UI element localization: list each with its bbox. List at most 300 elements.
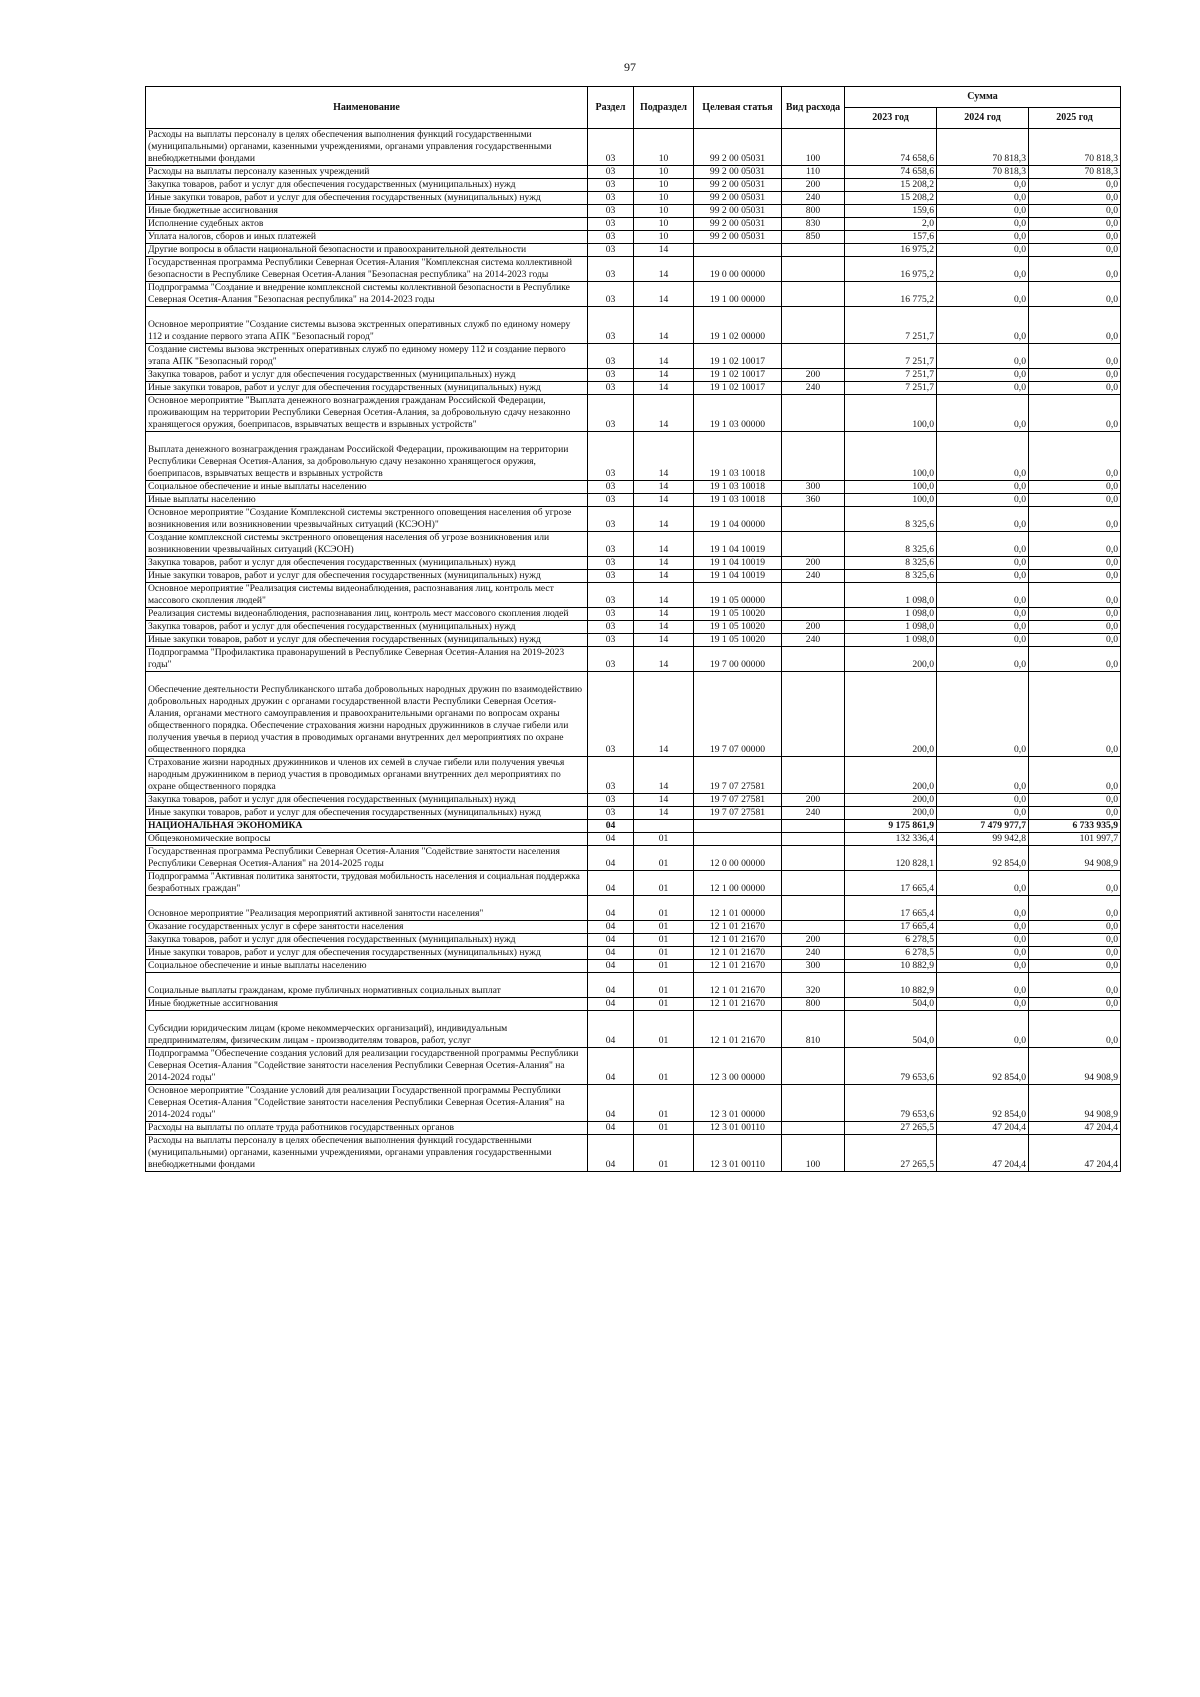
row-target-code: 19 1 03 10018	[694, 494, 782, 507]
row-name: Иные закупки товаров, работ и услуг для обеспечения государственных (муниципальных) нужд	[146, 634, 588, 647]
row-section: 03	[588, 794, 634, 807]
row-expense-kind: 800	[782, 205, 845, 218]
row-sum-2025: 0,0	[1029, 532, 1121, 557]
row-sum-2023: 27 265,5	[845, 1135, 937, 1172]
table-row	[146, 244, 1121, 257]
row-sum-2025: 0,0	[1029, 282, 1121, 307]
row-sum-2024: 0,0	[937, 432, 1029, 481]
row-subsection: 01	[634, 998, 694, 1011]
row-sum-2024: 0,0	[937, 647, 1029, 672]
row-name: НАЦИОНАЛЬНАЯ ЭКОНОМИКА	[146, 820, 588, 833]
row-target-code: 12 3 01 00110	[694, 1122, 782, 1135]
row-expense-kind: 830	[782, 218, 845, 231]
row-expense-kind	[782, 282, 845, 307]
row-target-code: 99 2 00 05031	[694, 218, 782, 231]
row-sum-2025: 0,0	[1029, 192, 1121, 205]
row-sum-2023: 159,6	[845, 205, 937, 218]
row-section: 03	[588, 192, 634, 205]
table-row	[146, 871, 1121, 896]
row-subsection: 14	[634, 583, 694, 608]
row-sum-2025: 0,0	[1029, 205, 1121, 218]
table-row	[146, 395, 1121, 432]
row-sum-2023: 8 325,6	[845, 507, 937, 532]
table-row	[146, 231, 1121, 244]
row-subsection: 14	[634, 369, 694, 382]
row-target-code: 12 1 01 21670	[694, 973, 782, 998]
row-name: Основное мероприятие "Выплата денежного вознаграждения гражданам Российской Федерации, проживающим на территории Республики Северная Осетия-Алания, за добровольную сдачу незаконно хранящегося оружия, боеприпасов, взрывчатых веществ и взрывных устройств"	[146, 395, 588, 432]
table-row	[146, 192, 1121, 205]
row-expense-kind	[782, 896, 845, 921]
row-name: Другие вопросы в области национальной безопасности и правоохранительной деятельности	[146, 244, 588, 257]
row-target-code: 12 1 01 00000	[694, 896, 782, 921]
row-expense-kind: 200	[782, 557, 845, 570]
row-sum-2025: 0,0	[1029, 960, 1121, 973]
row-name: Иные закупки товаров, работ и услуг для обеспечения государственных (муниципальных) нужд	[146, 192, 588, 205]
row-target-code: 12 3 01 00110	[694, 1135, 782, 1172]
row-name: Подпрограмма "Обеспечение создания условий для реализации государственной программы Республики Северная Осетия-Алания "Содействие занятости населения Республики Северная Осетия-Алания" на 2014-2024 годы"	[146, 1048, 588, 1085]
row-name: Расходы на выплаты по оплате труда работников государственных органов	[146, 1122, 588, 1135]
row-sum-2023: 79 653,6	[845, 1085, 937, 1122]
row-sum-2024: 70 818,3	[937, 129, 1029, 166]
table-row	[146, 557, 1121, 570]
table-row	[146, 129, 1121, 166]
row-name: Социальное обеспечение и иные выплаты населению	[146, 481, 588, 494]
row-name: Обеспечение деятельности Республиканского штаба добровольных народных дружин по взаимодействию добровольных народных дружин с органами государственной власти Республики Северная Осетия-Алания, органами местного самоуправления и правоохранительными органами по вопросам охраны общественного порядка. Обеспечение страхования жизни народных дружинников в случае гибели или получения увечья в период участия в проводимых органами внутренних дел мероприятиях по охране общественного порядка	[146, 672, 588, 757]
row-sum-2025: 0,0	[1029, 432, 1121, 481]
row-target-code: 19 7 07 00000	[694, 672, 782, 757]
row-sum-2023: 157,6	[845, 231, 937, 244]
row-sum-2025: 0,0	[1029, 757, 1121, 794]
row-sum-2025: 70 818,3	[1029, 129, 1121, 166]
row-sum-2024: 0,0	[937, 395, 1029, 432]
table-row	[146, 282, 1121, 307]
row-name: Подпрограмма "Профилактика правонарушений в Республике Северная Осетия-Алания на 2019-2023 годы"	[146, 647, 588, 672]
row-sum-2023: 8 325,6	[845, 532, 937, 557]
table-row	[146, 672, 1121, 757]
row-subsection: 14	[634, 507, 694, 532]
row-expense-kind: 200	[782, 179, 845, 192]
table-row	[146, 307, 1121, 344]
row-subsection: 14	[634, 432, 694, 481]
row-expense-kind: 100	[782, 1135, 845, 1172]
row-sum-2023: 7 251,7	[845, 369, 937, 382]
budget-table	[145, 86, 1121, 1172]
row-expense-kind	[782, 1085, 845, 1122]
row-sum-2025: 47 204,4	[1029, 1135, 1121, 1172]
row-sum-2024: 0,0	[937, 205, 1029, 218]
row-section: 04	[588, 833, 634, 846]
row-target-code	[694, 833, 782, 846]
row-sum-2024: 92 854,0	[937, 846, 1029, 871]
row-sum-2025: 0,0	[1029, 896, 1121, 921]
row-name: Основное мероприятие "Создание условий для реализации Государственной программы Республики Северная Осетия-Алания "Содействие занятости населения Республики Северная Осетия-Алания" на 2014-2024 годы"	[146, 1085, 588, 1122]
row-sum-2025: 0,0	[1029, 257, 1121, 282]
row-sum-2023: 6 278,5	[845, 947, 937, 960]
row-target-code: 19 0 00 00000	[694, 257, 782, 282]
row-subsection	[634, 820, 694, 833]
row-sum-2025: 0,0	[1029, 608, 1121, 621]
row-name: Создание комплексной системы экстренного оповещения населения об угрозе возникновения или возникновении чрезвычайных ситуаций (КСЭОН)	[146, 532, 588, 557]
row-sum-2023: 504,0	[845, 1011, 937, 1048]
row-target-code: 19 1 04 10019	[694, 557, 782, 570]
row-sum-2025: 0,0	[1029, 570, 1121, 583]
row-section: 03	[588, 757, 634, 794]
row-sum-2023: 17 665,4	[845, 921, 937, 934]
row-subsection: 10	[634, 218, 694, 231]
row-sum-2024: 0,0	[937, 218, 1029, 231]
row-sum-2025: 0,0	[1029, 583, 1121, 608]
row-sum-2025: 94 908,9	[1029, 846, 1121, 871]
row-sum-2025: 0,0	[1029, 807, 1121, 820]
row-subsection: 14	[634, 570, 694, 583]
row-target-code: 19 1 03 10018	[694, 432, 782, 481]
header-2025: 2025 год	[1029, 108, 1121, 129]
table-row	[146, 973, 1121, 998]
row-expense-kind	[782, 344, 845, 369]
row-section: 03	[588, 257, 634, 282]
row-subsection: 01	[634, 1011, 694, 1048]
row-section: 03	[588, 166, 634, 179]
row-sum-2025: 0,0	[1029, 672, 1121, 757]
row-sum-2024: 0,0	[937, 608, 1029, 621]
row-target-code: 19 1 00 00000	[694, 282, 782, 307]
row-sum-2023: 7 251,7	[845, 382, 937, 395]
row-sum-2023: 100,0	[845, 432, 937, 481]
row-subsection: 14	[634, 634, 694, 647]
row-sum-2023: 15 208,2	[845, 192, 937, 205]
row-sum-2023: 7 251,7	[845, 344, 937, 369]
header-section: Раздел	[588, 87, 634, 129]
row-target-code: 12 1 01 21670	[694, 1011, 782, 1048]
row-sum-2024: 0,0	[937, 960, 1029, 973]
row-expense-kind: 240	[782, 807, 845, 820]
row-sum-2023: 15 208,2	[845, 179, 937, 192]
row-name: Подпрограмма "Активная политика занятости, трудовая мобильность населения и социальная поддержка безработных граждан"	[146, 871, 588, 896]
row-sum-2025: 0,0	[1029, 395, 1121, 432]
row-subsection: 14	[634, 395, 694, 432]
row-expense-kind: 850	[782, 231, 845, 244]
table-row	[146, 998, 1121, 1011]
row-sum-2024: 92 854,0	[937, 1085, 1029, 1122]
row-expense-kind	[782, 583, 845, 608]
row-subsection: 01	[634, 833, 694, 846]
row-section: 03	[588, 282, 634, 307]
row-subsection: 10	[634, 231, 694, 244]
row-target-code: 12 1 01 21670	[694, 998, 782, 1011]
row-expense-kind	[782, 921, 845, 934]
row-subsection: 01	[634, 846, 694, 871]
row-section: 03	[588, 807, 634, 820]
row-expense-kind: 360	[782, 494, 845, 507]
row-sum-2023: 17 665,4	[845, 871, 937, 896]
row-expense-kind	[782, 672, 845, 757]
row-expense-kind	[782, 507, 845, 532]
row-target-code: 19 7 07 27581	[694, 794, 782, 807]
row-target-code: 19 7 07 27581	[694, 807, 782, 820]
row-name: Закупка товаров, работ и услуг для обеспечения государственных (муниципальных) нужд	[146, 557, 588, 570]
header-target: Целевая статья	[694, 87, 782, 129]
row-expense-kind: 240	[782, 947, 845, 960]
row-section: 03	[588, 583, 634, 608]
row-sum-2023: 10 882,9	[845, 973, 937, 998]
row-sum-2024: 70 818,3	[937, 166, 1029, 179]
table-row	[146, 481, 1121, 494]
row-sum-2024: 0,0	[937, 481, 1029, 494]
row-expense-kind: 200	[782, 794, 845, 807]
row-sum-2025: 0,0	[1029, 369, 1121, 382]
row-sum-2025: 0,0	[1029, 218, 1121, 231]
row-sum-2025: 0,0	[1029, 934, 1121, 947]
table-row	[146, 833, 1121, 846]
row-sum-2023: 6 278,5	[845, 934, 937, 947]
row-section: 03	[588, 307, 634, 344]
table-row	[146, 934, 1121, 947]
row-section: 03	[588, 231, 634, 244]
row-sum-2024: 0,0	[937, 179, 1029, 192]
row-section: 04	[588, 1048, 634, 1085]
row-target-code: 12 1 00 00000	[694, 871, 782, 896]
row-sum-2024: 0,0	[937, 921, 1029, 934]
row-name: Социальные выплаты гражданам, кроме публичных нормативных социальных выплат	[146, 973, 588, 998]
row-section: 03	[588, 507, 634, 532]
table-row	[146, 179, 1121, 192]
row-subsection: 01	[634, 1085, 694, 1122]
row-subsection: 14	[634, 757, 694, 794]
row-sum-2024: 0,0	[937, 557, 1029, 570]
row-section: 03	[588, 395, 634, 432]
row-subsection: 14	[634, 257, 694, 282]
row-name: Иные закупки товаров, работ и услуг для обеспечения государственных (муниципальных) нужд	[146, 570, 588, 583]
table-row	[146, 846, 1121, 871]
row-sum-2023: 10 882,9	[845, 960, 937, 973]
row-section: 04	[588, 934, 634, 947]
row-sum-2025: 0,0	[1029, 794, 1121, 807]
table-row	[146, 634, 1121, 647]
row-target-code: 12 1 01 21670	[694, 947, 782, 960]
row-sum-2023: 100,0	[845, 481, 937, 494]
row-target-code: 12 1 01 21670	[694, 960, 782, 973]
row-section: 03	[588, 647, 634, 672]
row-expense-kind	[782, 647, 845, 672]
row-sum-2024: 0,0	[937, 672, 1029, 757]
table-row	[146, 166, 1121, 179]
row-sum-2024: 0,0	[937, 282, 1029, 307]
table-row	[146, 382, 1121, 395]
row-subsection: 14	[634, 807, 694, 820]
row-name: Иные закупки товаров, работ и услуг для обеспечения государственных (муниципальных) нужд	[146, 947, 588, 960]
row-sum-2025: 0,0	[1029, 921, 1121, 934]
row-sum-2024: 0,0	[937, 583, 1029, 608]
row-expense-kind	[782, 871, 845, 896]
row-expense-kind	[782, 757, 845, 794]
row-sum-2023: 504,0	[845, 998, 937, 1011]
table-row	[146, 1085, 1121, 1122]
row-name: Закупка товаров, работ и услуг для обеспечения государственных (муниципальных) нужд	[146, 794, 588, 807]
row-sum-2023: 1 098,0	[845, 608, 937, 621]
row-target-code: 19 1 02 10017	[694, 382, 782, 395]
row-expense-kind: 300	[782, 481, 845, 494]
row-section: 04	[588, 1011, 634, 1048]
row-target-code: 19 1 05 10020	[694, 608, 782, 621]
row-section: 03	[588, 481, 634, 494]
row-expense-kind: 300	[782, 960, 845, 973]
row-section: 04	[588, 1122, 634, 1135]
row-sum-2023: 200,0	[845, 647, 937, 672]
row-sum-2024: 0,0	[937, 382, 1029, 395]
row-name: Социальное обеспечение и иные выплаты населению	[146, 960, 588, 973]
table-row	[146, 257, 1121, 282]
row-target-code: 19 7 00 00000	[694, 647, 782, 672]
row-section: 03	[588, 672, 634, 757]
row-subsection: 14	[634, 557, 694, 570]
row-sum-2023: 2,0	[845, 218, 937, 231]
row-sum-2025: 0,0	[1029, 231, 1121, 244]
row-name: Расходы на выплаты персоналу в целях обеспечения выполнения функций государственными (муниципальными) органами, казенными учреждениями, органами управления государственными внебюджетными фондами	[146, 129, 588, 166]
row-name: Государственная программа Республики Северная Осетия-Алания "Комплексная система коллективной безопасности в Республике Северная Осетия-Алания "Безопасная республика" на 2014-2023 годы	[146, 257, 588, 282]
row-name: Закупка товаров, работ и услуг для обеспечения государственных (муниципальных) нужд	[146, 369, 588, 382]
row-target-code: 99 2 00 05031	[694, 129, 782, 166]
row-sum-2024: 92 854,0	[937, 1048, 1029, 1085]
row-name: Иные выплаты населению	[146, 494, 588, 507]
row-section: 03	[588, 608, 634, 621]
row-target-code: 19 1 04 10019	[694, 570, 782, 583]
row-sum-2025: 0,0	[1029, 179, 1121, 192]
row-section: 04	[588, 820, 634, 833]
row-sum-2025: 0,0	[1029, 344, 1121, 369]
row-section: 04	[588, 1085, 634, 1122]
row-section: 04	[588, 871, 634, 896]
row-sum-2025: 0,0	[1029, 382, 1121, 395]
row-section: 04	[588, 947, 634, 960]
row-sum-2023: 74 658,6	[845, 166, 937, 179]
row-target-code: 12 0 00 00000	[694, 846, 782, 871]
row-sum-2025: 0,0	[1029, 621, 1121, 634]
row-expense-kind	[782, 846, 845, 871]
row-name: Закупка товаров, работ и услуг для обеспечения государственных (муниципальных) нужд	[146, 621, 588, 634]
row-name: Иные бюджетные ассигнования	[146, 205, 588, 218]
row-sum-2025: 0,0	[1029, 244, 1121, 257]
row-sum-2024: 0,0	[937, 192, 1029, 205]
row-section: 04	[588, 896, 634, 921]
row-subsection: 14	[634, 494, 694, 507]
row-section: 03	[588, 244, 634, 257]
row-section: 03	[588, 179, 634, 192]
row-expense-kind: 240	[782, 634, 845, 647]
row-target-code: 12 3 01 00000	[694, 1085, 782, 1122]
row-sum-2024: 0,0	[937, 507, 1029, 532]
row-expense-kind: 240	[782, 570, 845, 583]
row-target-code: 19 1 05 10020	[694, 621, 782, 634]
row-subsection: 01	[634, 1122, 694, 1135]
row-subsection: 10	[634, 129, 694, 166]
row-sum-2024: 0,0	[937, 794, 1029, 807]
row-expense-kind: 200	[782, 369, 845, 382]
row-sum-2025: 0,0	[1029, 998, 1121, 1011]
row-subsection: 01	[634, 921, 694, 934]
row-name: Оказание государственных услуг в сфере занятости населения	[146, 921, 588, 934]
row-subsection: 14	[634, 307, 694, 344]
row-target-code: 99 2 00 05031	[694, 231, 782, 244]
row-subsection: 14	[634, 608, 694, 621]
row-sum-2023: 16 975,2	[845, 257, 937, 282]
row-sum-2024: 7 479 977,7	[937, 820, 1029, 833]
row-sum-2025: 0,0	[1029, 947, 1121, 960]
row-section: 04	[588, 921, 634, 934]
row-sum-2024: 0,0	[937, 807, 1029, 820]
row-sum-2023: 16 775,2	[845, 282, 937, 307]
row-expense-kind	[782, 1048, 845, 1085]
row-section: 03	[588, 432, 634, 481]
row-sum-2024: 0,0	[937, 634, 1029, 647]
row-expense-kind	[782, 395, 845, 432]
row-sum-2023: 132 336,4	[845, 833, 937, 846]
header-sum: Сумма	[845, 87, 1121, 108]
table-row	[146, 369, 1121, 382]
row-sum-2024: 0,0	[937, 973, 1029, 998]
row-sum-2025: 0,0	[1029, 647, 1121, 672]
page-number: 97	[624, 60, 636, 74]
row-subsection: 14	[634, 647, 694, 672]
row-sum-2023: 7 251,7	[845, 307, 937, 344]
row-target-code: 19 1 02 10017	[694, 344, 782, 369]
row-sum-2025: 101 997,7	[1029, 833, 1121, 846]
row-name: Выплата денежного вознаграждения гражданам Российской Федерации, проживающим на территории Республики Северная Осетия-Алания, за добровольную сдачу незаконно хранящегося оружия, боеприпасов, взрывчатых веществ и взрывных устройств	[146, 432, 588, 481]
row-subsection: 14	[634, 532, 694, 557]
header-2024: 2024 год	[937, 108, 1029, 129]
table-row	[146, 757, 1121, 794]
row-subsection: 14	[634, 481, 694, 494]
row-sum-2024: 0,0	[937, 494, 1029, 507]
table-row	[146, 1122, 1121, 1135]
table-row	[146, 583, 1121, 608]
row-subsection: 14	[634, 244, 694, 257]
row-section: 03	[588, 382, 634, 395]
row-sum-2025: 0,0	[1029, 871, 1121, 896]
row-subsection: 01	[634, 896, 694, 921]
row-sum-2023: 8 325,6	[845, 570, 937, 583]
row-sum-2024: 99 942,8	[937, 833, 1029, 846]
row-sum-2025: 0,0	[1029, 507, 1121, 532]
table-row	[146, 218, 1121, 231]
row-sum-2023: 200,0	[845, 757, 937, 794]
row-name: Расходы на выплаты персоналу в целях обеспечения выполнения функций государственными (муниципальными) органами, казенными учреждениями, органами управления государственными внебюджетными фондами	[146, 1135, 588, 1172]
row-expense-kind	[782, 833, 845, 846]
row-target-code: 99 2 00 05031	[694, 166, 782, 179]
row-sum-2025: 0,0	[1029, 481, 1121, 494]
table-row	[146, 608, 1121, 621]
row-sum-2024: 0,0	[937, 757, 1029, 794]
row-expense-kind: 800	[782, 998, 845, 1011]
budget-table-body	[146, 129, 1121, 1172]
row-sum-2024: 0,0	[937, 1011, 1029, 1048]
row-sum-2023: 1 098,0	[845, 583, 937, 608]
table-row	[146, 947, 1121, 960]
header-2023: 2023 год	[845, 108, 937, 129]
row-sum-2023: 27 265,5	[845, 1122, 937, 1135]
row-sum-2025: 6 733 935,9	[1029, 820, 1121, 833]
row-sum-2025: 47 204,4	[1029, 1122, 1121, 1135]
table-row	[146, 621, 1121, 634]
row-sum-2024: 0,0	[937, 307, 1029, 344]
row-name: Основное мероприятие "Реализация системы видеонаблюдения, распознавания лиц, контроль мест массового скопления людей"	[146, 583, 588, 608]
row-sum-2024: 0,0	[937, 998, 1029, 1011]
row-name: Иные закупки товаров, работ и услуг для обеспечения государственных (муниципальных) нужд	[146, 807, 588, 820]
row-section: 03	[588, 129, 634, 166]
row-section: 03	[588, 621, 634, 634]
row-sum-2023: 120 828,1	[845, 846, 937, 871]
table-row	[146, 807, 1121, 820]
row-section: 03	[588, 344, 634, 369]
